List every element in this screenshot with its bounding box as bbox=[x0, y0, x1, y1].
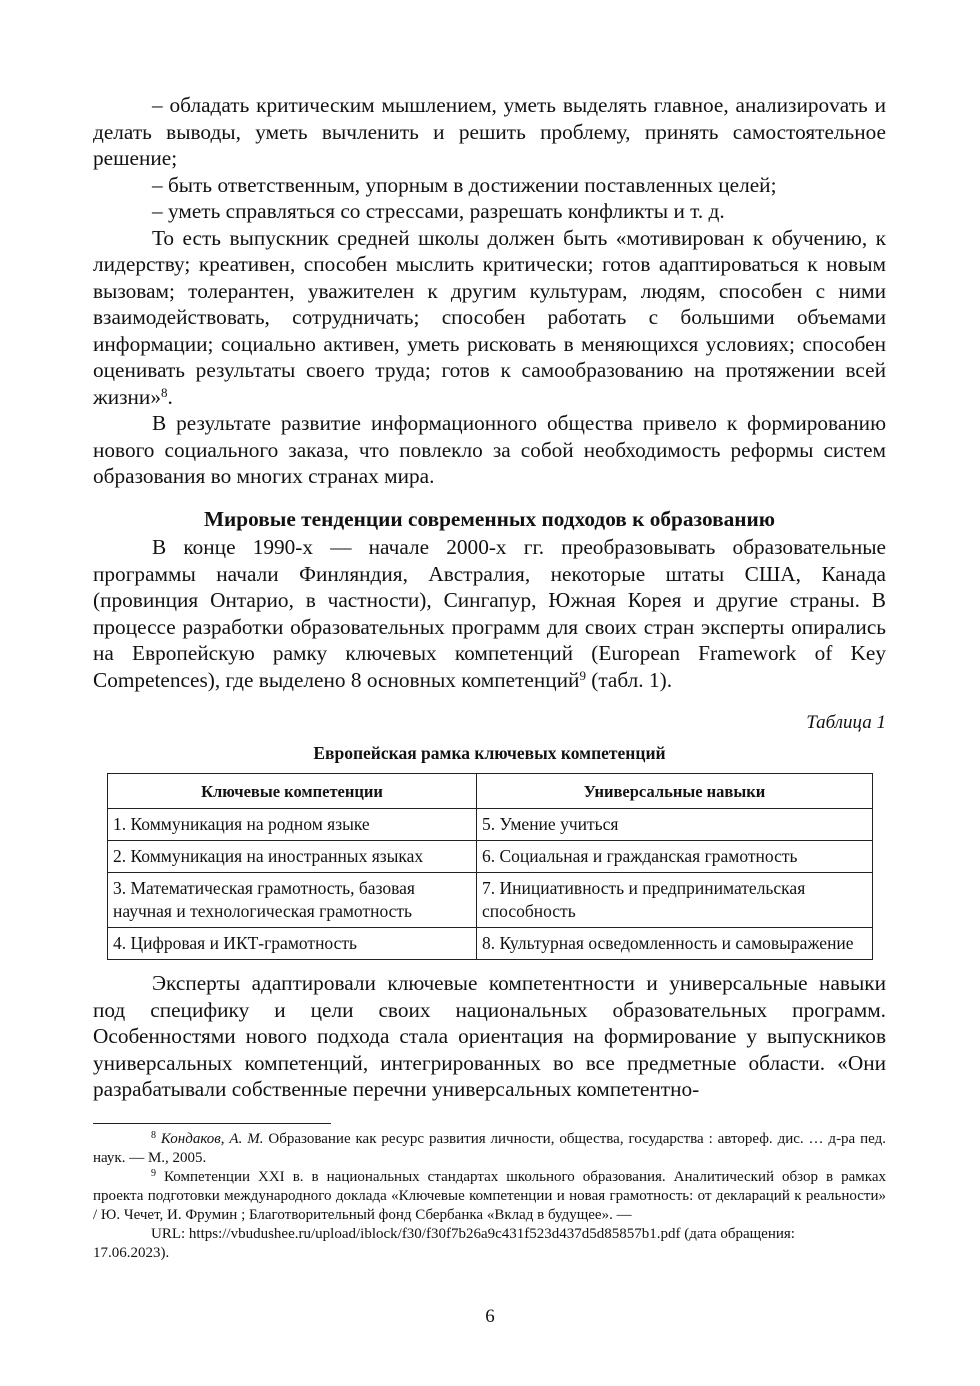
paragraph-list-item-2: – быть ответственным, упорным в достижении поставленных целей; bbox=[152, 172, 777, 197]
table-header-cell: Универсальные навыки bbox=[477, 774, 873, 809]
table-cell: 7. Инициативность и предпринимательская способность bbox=[477, 873, 873, 928]
footnote-ref-9[interactable]: 9 bbox=[579, 667, 586, 683]
table-cell: 4. Цифровая и ИКТ-грамотность bbox=[108, 928, 477, 960]
table-row bbox=[108, 841, 873, 873]
page-content bbox=[93, 92, 886, 1263]
table-cell: 8. Культурная осведомленность и самовыражение bbox=[477, 928, 873, 960]
table-cell: 2. Коммуникация на иностранных языках bbox=[108, 841, 477, 873]
table-header-cell: Ключевые компетенции bbox=[108, 774, 477, 809]
footnote-9-date: 17.06.2023). bbox=[93, 1244, 170, 1261]
paragraph-end: . bbox=[167, 384, 173, 409]
table-title: Европейская рамка ключевых компетенций bbox=[313, 743, 666, 763]
paragraph-experts: Эксперты адаптировали ключевые компетентности и универсальные навыки под специфику и цели своих национальных образовательных программ. Особенностями нового подхода стала ориентация на формирование у выпускников универсальных компетенций, интегрированных во все предметные области. «Они разрабатывали собственные перечни универсальных компетентно- bbox=[93, 971, 886, 1101]
table-row bbox=[108, 928, 873, 960]
url-label: URL: bbox=[151, 1225, 186, 1242]
paragraph-text: В конце 1990-х — начале 2000-х гг. преобразовывать образовательные программы начали Финляндия, Австралия, некоторые штаты США, Канада (провинция Онтарио, в частности), Сингапур, Южная Корея и другие страны. В процессе разработки образовательных программ для своих стран эксперты опирались на Европейскую рамку ключевых компетенций (European Framework of Key Competences), где выделено 8 основных компетенций bbox=[93, 535, 886, 692]
paragraph-world-trends bbox=[93, 534, 886, 693]
table-header-row bbox=[108, 774, 873, 809]
footnote-9 bbox=[93, 1168, 886, 1225]
footnote-text: Компетенции XXI в. в национальных стандартах школьного образования. Аналитический обзор в рамках проекта подготовки международного доклада «Ключевые компетенции и новая грамотность: от деклараций к реальности» / Ю. Чечет, И. Фрумин ; Благотворительный фонд Сбербанка «Вклад в будущее». — bbox=[93, 1168, 886, 1223]
table-cell: 1. Коммуникация на родном языке bbox=[108, 809, 477, 841]
paragraph-social-order: В результате развитие информационного общества привело к формированию нового социального заказа, что повлекло за собой необходимость реформы систем образования во многих странах мира. bbox=[93, 411, 886, 488]
footnote-text: Образование как ресурс развития личности, общества, государства : автореф. дис. … д-ра пед. наук. — М., 2005. bbox=[93, 1130, 886, 1166]
paragraph-end: (табл. 1). bbox=[585, 667, 673, 692]
table-cell: 3. Математическая грамотность, базовая научная и технологическая грамотность bbox=[108, 873, 477, 928]
footnote-ref-8[interactable]: 8 bbox=[160, 384, 168, 400]
page-number: 6 bbox=[485, 1306, 495, 1327]
footnote-url-link[interactable]: https://vbudushee.ru/upload/iblock/f30/f30f7b26a9c431f523d437d5d85857b1.pdf bbox=[188, 1225, 681, 1242]
section-heading: Мировые тенденции современных подходов к образованию bbox=[203, 506, 776, 531]
table-cell: 6. Социальная и гражданская грамотность bbox=[477, 841, 873, 873]
date-word: обращения: bbox=[720, 1225, 795, 1242]
table-row bbox=[108, 809, 873, 841]
paragraph-list-item-1: – обладать критическим мышлением, уметь выделять главное, анализироvать и делать выводы, уметь вычленить и решить проблему, принять самостоятельное решение; bbox=[93, 93, 886, 170]
footnote-divider bbox=[93, 1123, 331, 1124]
competences-table bbox=[107, 773, 873, 960]
footnote-number: 9 bbox=[151, 1167, 156, 1179]
paragraph-text: То есть выпускник средней школы должен быть «мотивирован к обучению, к лидерству; креативен, способен мыслить критически; готов адаптироваться к новым вызовам; толерантен, уважителен к другим культурам, людям, способен с ними взаимодействовать, сотрудничать; способен работать с большими объемами информации; социально активен, уметь рисковать в меняющихся условиях; способен оценивать результаты своего труда; готов к самообразованию на протяжении всей жизни» bbox=[93, 225, 886, 409]
table-label: Таблица 1 bbox=[806, 712, 886, 733]
date-label: (дата bbox=[684, 1225, 717, 1242]
table-row bbox=[108, 873, 873, 928]
footnote-number: 8 bbox=[151, 1129, 156, 1141]
footnote-author: Кондаков, А. М. bbox=[160, 1130, 264, 1147]
paragraph-graduate-description bbox=[93, 225, 886, 411]
paragraph-list-item-3: – уметь справляться со стрессами, разрешать конфликты и т. д. bbox=[152, 199, 725, 223]
table-cell: 5. Умение учиться bbox=[477, 809, 873, 841]
footnote-9-url-line bbox=[93, 1225, 886, 1244]
footnote-8 bbox=[93, 1130, 886, 1168]
